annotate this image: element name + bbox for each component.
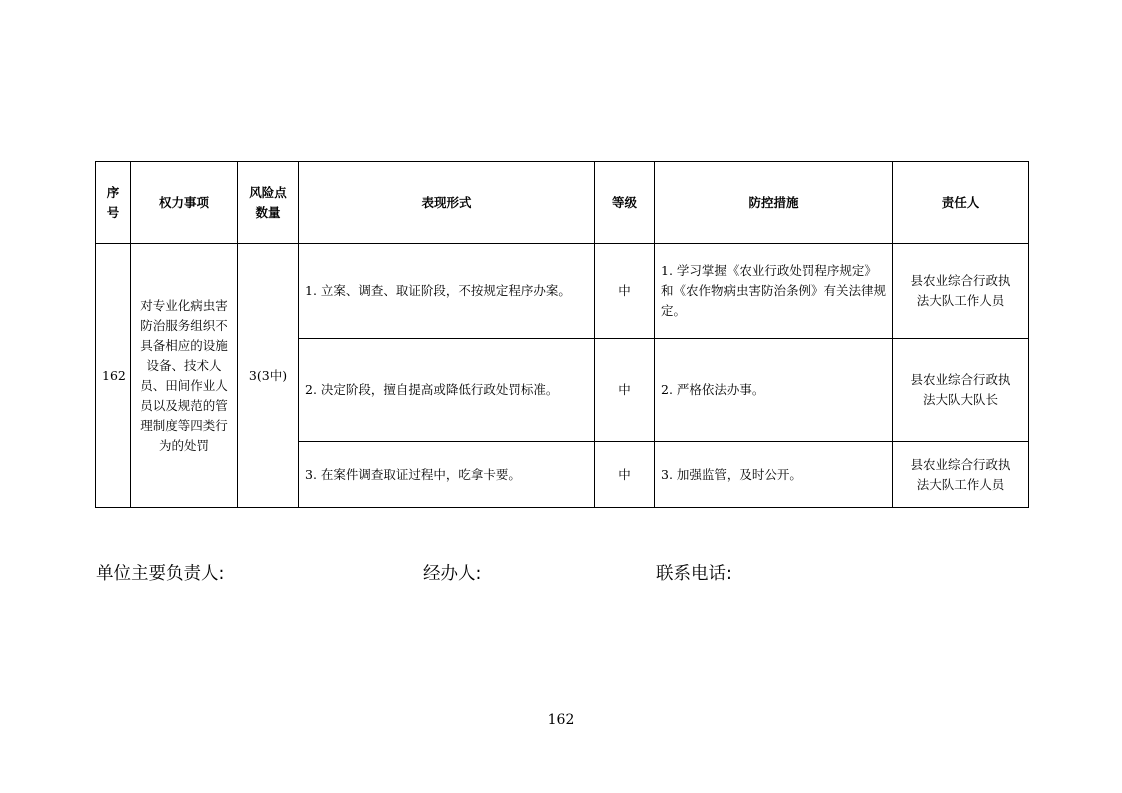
- risk-responsible: 县农业综合行政执法大队工作人员: [893, 442, 1029, 508]
- risk-control-table: [95, 161, 1029, 508]
- risk-measure: 2. 严格依法办事。: [655, 339, 893, 442]
- row-seq: 162: [96, 244, 131, 508]
- page-number: 162: [547, 712, 575, 728]
- handler-label: 经办人:: [423, 564, 482, 584]
- table-header-row: [96, 162, 1029, 244]
- unit-head-label: 单位主要负责人:: [96, 564, 225, 584]
- risk-responsible: 县农业综合行政执法大队工作人员: [893, 244, 1029, 339]
- risk-responsible: 县农业综合行政执法大队大队长: [893, 339, 1029, 442]
- risk-form: 2. 决定阶段，擅自提高或降低行政处罚标准。: [299, 339, 595, 442]
- header-responsible: 责任人: [893, 162, 1029, 244]
- row-risk-count: 3(3中): [238, 244, 299, 508]
- risk-form: 3. 在案件调查取证过程中，吃拿卡要。: [299, 442, 595, 508]
- table-row: [96, 244, 1029, 339]
- risk-level: 中: [595, 244, 655, 339]
- header-power-item: 权力事项: [131, 162, 238, 244]
- header-risk-count: 风险点数量: [238, 162, 299, 244]
- row-power-item: 对专业化病虫害防治服务组织不具备相应的设施设备、技术人员、田间作业人员以及规范的管理制度等四类行为的处罚: [131, 244, 238, 508]
- phone-label: 联系电话:: [656, 564, 732, 584]
- header-seq: 序号: [96, 162, 131, 244]
- header-measures: 防控措施: [655, 162, 893, 244]
- header-form: 表现形式: [299, 162, 595, 244]
- risk-level: 中: [595, 339, 655, 442]
- risk-measure: 3. 加强监管，及时公开。: [655, 442, 893, 508]
- risk-form: 1. 立案、调查、取证阶段，不按规定程序办案。: [299, 244, 595, 339]
- risk-measure: 1. 学习掌握《农业行政处罚程序规定》和《农作物病虫害防治条例》有关法律规定。: [655, 244, 893, 339]
- header-level: 等级: [595, 162, 655, 244]
- risk-level: 中: [595, 442, 655, 508]
